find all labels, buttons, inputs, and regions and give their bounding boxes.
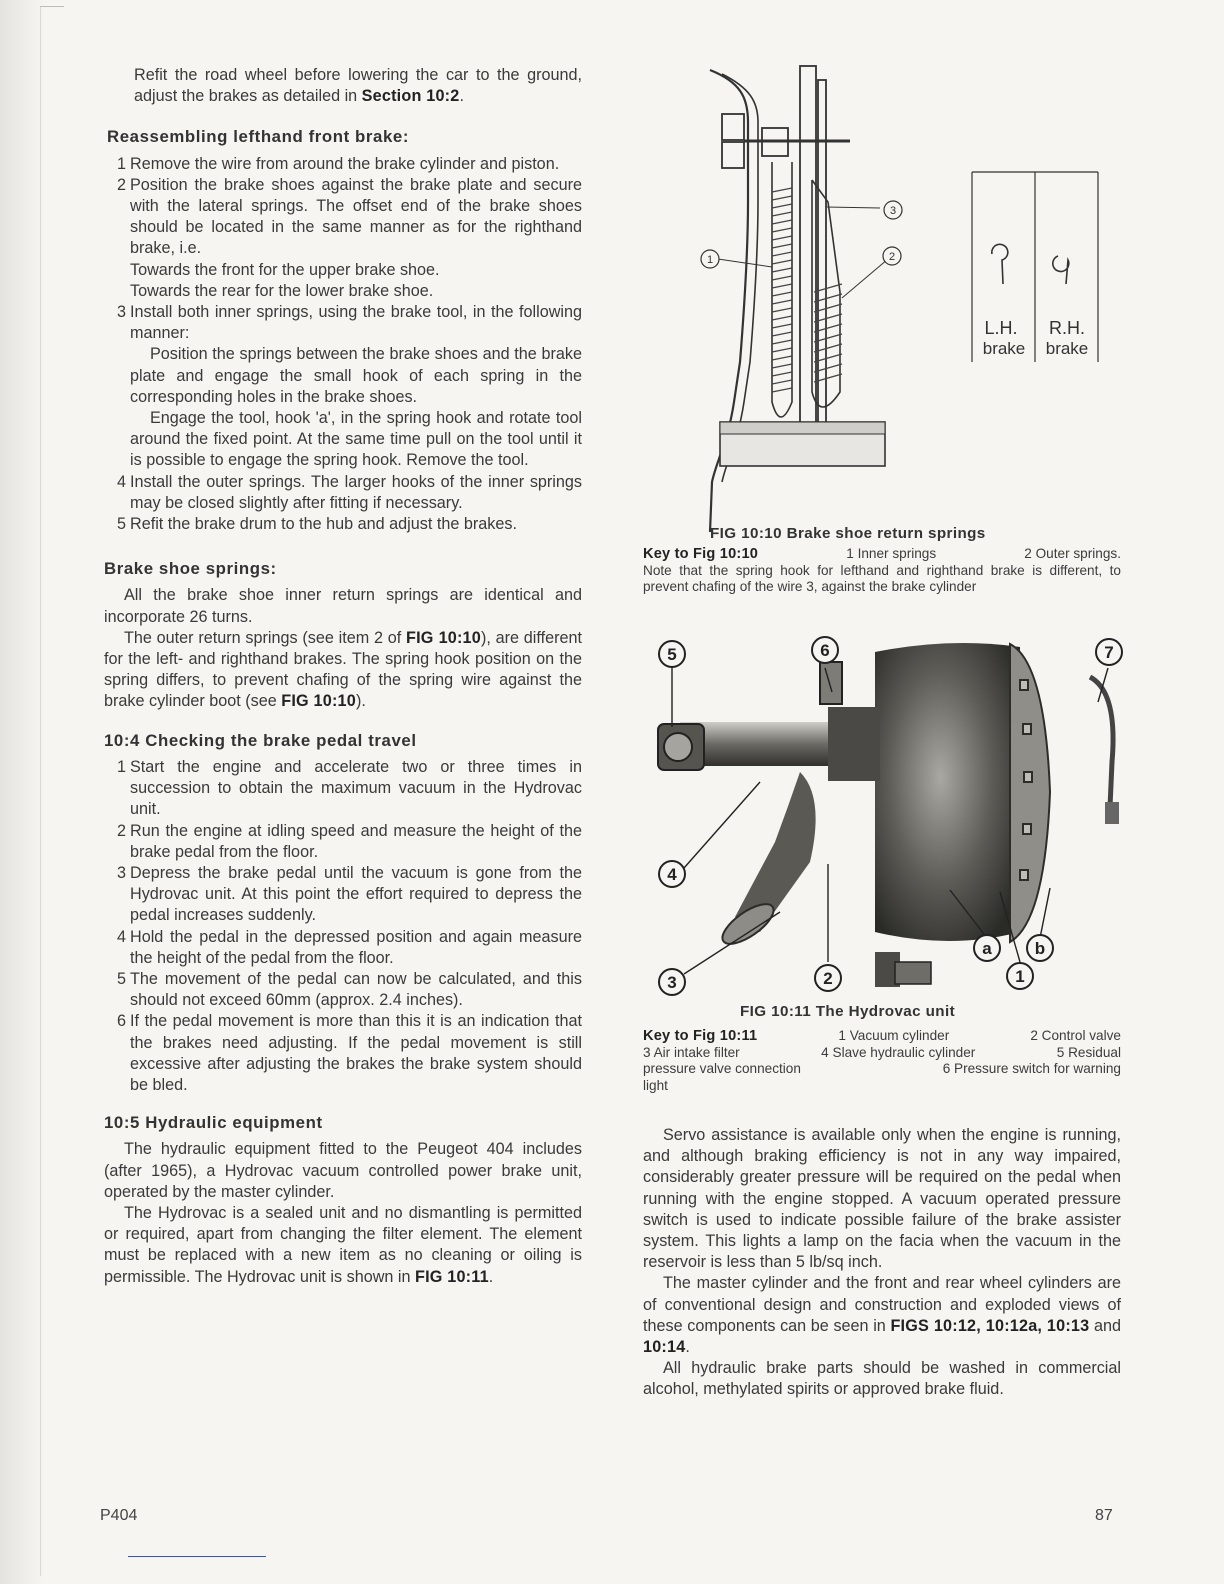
item-number: 4: [117, 927, 127, 946]
hose-clip: [1105, 802, 1119, 824]
list-item: [104, 927, 582, 969]
page-number: 87: [1095, 1507, 1113, 1524]
photo-callout-7: 7: [1104, 643, 1114, 662]
fig11-key-item: light: [643, 1077, 668, 1093]
lh-label: L.H.: [984, 318, 1018, 338]
item-number: 5: [117, 515, 127, 534]
item-text: If the pedal movement is more than this it is an indication that the brakes need adjusting. If the pedal movement is still excessive after adjusting the brakes the brake system should be bled.: [130, 1012, 582, 1094]
heading-reassembling: Reassembling lefthand front brake:: [107, 127, 410, 147]
callout-2-label: 2: [888, 251, 896, 263]
fig10-key: [643, 546, 1121, 596]
text-span: The outer return springs (see item 2 of: [124, 628, 407, 647]
rh-brake-label: brake: [1045, 339, 1089, 358]
figure-ref: FIG 10:10: [281, 692, 356, 711]
lh-rh-inset: [972, 172, 1098, 362]
list-item: [104, 175, 582, 260]
footer-book-code: P404: [100, 1507, 138, 1524]
adjuster-nut-bottom: [722, 142, 744, 168]
brake-plate-inner-outline: [722, 74, 758, 482]
fig11-key-item: 4 Slave hydraulic cylinder: [821, 1044, 976, 1060]
fig11-key-row: [643, 1028, 1121, 1045]
text-span: The Hydrovac is a sealed unit and no dismantling is permitted or required, apart from changing the filter element. The element must be replaced with a new item as no cleaning or oiling is permissible. The Hydrovac unit is shown in: [104, 1203, 582, 1286]
list-item: [104, 757, 582, 821]
reassembly-list-tail: [104, 472, 582, 536]
right-column: [643, 1125, 1121, 1401]
fig11-title: FIG 10:11 The Hydrovac unit: [740, 1003, 956, 1020]
item3-paragraph: Position the springs between the brake shoes and the brake plate and engage the small hook of each spring in the corresponding holes in the brake shoes.: [130, 345, 582, 406]
list-item: [104, 969, 582, 1011]
intro-text: Refit the road wheel before lowering the car to the ground, adjust the brakes as detailed in: [134, 66, 582, 106]
lh-spring-hook-icon: [992, 244, 1008, 284]
text-span: ).: [355, 692, 366, 711]
item2-line-rear: Towards the rear for the lower brake shoe.: [130, 281, 434, 300]
item-number: 2: [117, 821, 127, 840]
item-text: The movement of the pedal can now be calculated, and this should not exceed 60mm (approx. 2.4 inches).: [130, 969, 582, 1010]
springs-paragraph-1: All the brake shoe inner return springs are identical and incorporate 26 turns.: [104, 586, 582, 626]
intro-paragraph: [104, 65, 582, 107]
fig11-key-item: 2 Control valve: [1030, 1028, 1121, 1043]
fig11-key-item: 6 Pressure switch for warning: [942, 1061, 1121, 1076]
photo-callout-b: b: [1034, 939, 1046, 958]
reassembly-list-item3: [104, 302, 582, 344]
item-text: Hold the pedal in the depressed position and again measure the height of the pedal from the floor.: [130, 927, 582, 967]
intro-end: .: [459, 87, 464, 106]
figure-ref: FIG 10:11: [415, 1267, 489, 1286]
list-item: [104, 821, 582, 863]
inner-spring-coils: [772, 188, 792, 392]
item-number: 2: [117, 175, 127, 194]
page-edge-shadow: [0, 0, 44, 1584]
hydraulic-paragraph-2: [104, 1203, 582, 1288]
hydraulic-paragraph-1: The hydraulic equipment fitted to the Peugeot 404 includes (after 1965), a Hydrovac vacuum controlled power brake unit, operated by the master cylinder.: [104, 1140, 582, 1201]
text-span: .: [685, 1338, 690, 1357]
item-number: 5: [117, 969, 127, 988]
cleaning-paragraph: All hydraulic brake parts should be washed in commercial alcohol, methylated spirits or approved brake fluid.: [643, 1359, 1121, 1399]
item-number: 1: [117, 154, 127, 173]
text-span: and: [1089, 1316, 1121, 1335]
item-number: 4: [117, 472, 127, 491]
master-cylinder-paragraph: [643, 1273, 1121, 1358]
top-rule: [40, 6, 64, 7]
shoe-web-right: [818, 80, 826, 456]
hydrovac-unit-photo: [650, 632, 1130, 1000]
item-number: 6: [117, 1012, 127, 1031]
photo-callout-2: 2: [823, 969, 833, 988]
item-text: Position the brake shoes against the brake plate and secure with the lateral springs. The offset end of the brake shoes should be located in the same manner as for the righthand brake, i.e.: [130, 175, 582, 258]
fig11-key-item: 5 Residual: [1056, 1044, 1121, 1060]
adjuster-nut-top: [722, 114, 744, 140]
list-item: [104, 302, 582, 344]
list-item: [104, 1011, 582, 1096]
vacuum-cylinder-drum: [875, 643, 1020, 941]
item-text: Depress the brake pedal until the vacuum is gone from the Hydrovac unit. At this point the effort required to depress the pedal increases suddenly.: [130, 863, 582, 925]
fig10-key-item: 2 Outer springs.: [1024, 546, 1121, 561]
control-valve-body: [828, 707, 880, 781]
fig11-key-row: [643, 1045, 1121, 1062]
text-span: .: [488, 1267, 494, 1286]
fig11-key-item: 1 Vacuum cylinder: [838, 1028, 950, 1043]
figure-ref: 10:14: [643, 1338, 686, 1357]
inner-spring-outline: [772, 162, 792, 417]
item-number: 3: [117, 303, 127, 322]
figure-ref: FIG 10:10: [406, 628, 481, 647]
photo-callout-4: 4: [667, 865, 677, 884]
fig11-key-label: Key to Fig 10:11: [643, 1028, 758, 1044]
pedal-list: [104, 757, 582, 1096]
servo-paragraph: Servo assistance is available only when the engine is running, and although braking efficiency is not in any way impaired, considerably greater pressure will be required on the pedal when running with the engine stopped. A vacuum operated pressure switch is used to indicate possible failure of the brake assister system. This lights a lamp on the facia when the vacuum in the reservoir is less than 5 lb/sq inch.: [643, 1126, 1121, 1272]
item-text: Install both inner springs, using the brake tool, in the following manner:: [130, 303, 582, 343]
cylinder-top-band: [720, 422, 885, 434]
photo-callout-6: 6: [820, 641, 830, 660]
item-number: 1: [117, 757, 127, 776]
text-span: ), are different for the left- and righthand brakes. The spring hook position on the spring differs, to prevent chafing of the spring wire against the brake cylinder boot (see: [104, 628, 582, 711]
item-text: Start the engine and accelerate two or three times in succession to obtain the maximum vacuum in the Hydrovac unit.: [130, 757, 582, 819]
callout-1-label: 1: [706, 254, 714, 266]
rh-label: R.H.: [1049, 318, 1085, 338]
fig10-key-item: 1 Inner springs: [846, 546, 937, 561]
item-number: 3: [117, 863, 127, 882]
heading-pedal-travel: 10:4 Checking the brake pedal travel: [104, 730, 417, 750]
item-text: Refit the brake drum to the hub and adjust the brakes.: [130, 515, 517, 534]
fig10-key-note: Note that the spring hook for lefthand and righthand brake is different, to prevent chafing of the wire 3, against the brake cylinder: [643, 562, 1121, 594]
fig11-key-item: pressure valve connection: [643, 1061, 801, 1076]
fig11-key-item: 3 Air intake filter: [643, 1044, 740, 1060]
photo-callout-5: 5: [667, 645, 677, 664]
fig10-title: FIG 10:10 Brake shoe return springs: [710, 525, 986, 542]
item3-paragraph: Engage the tool, hook 'a', in the spring hook and rotate tool around the fixed point. At the same time pull on the tool until it is possible to engage the spring hook. Remove the tool.: [130, 409, 582, 470]
fig11-key-row: [643, 1061, 1121, 1078]
reassembly-list: [104, 154, 582, 260]
fig11-key: [643, 1028, 1121, 1094]
lh-brake-label: brake: [982, 339, 1026, 358]
left-column: [104, 65, 582, 1288]
photo-callout-a: a: [982, 939, 992, 958]
fig10-key-label: Key to Fig 10:10: [643, 546, 759, 562]
fig10-key-row: [643, 546, 1121, 563]
text-span: The master cylinder and the front and rear wheel cylinders are of conventional design and construction and exploded views of these components can be seen in: [643, 1274, 1121, 1335]
bottom-link-line: [128, 1556, 266, 1557]
list-item: [104, 154, 582, 175]
rh-spring-hook-icon: [1053, 256, 1069, 284]
photo-callout-3: 3: [667, 973, 677, 992]
figure-ref: FIGS 10:12, 10:12a, 10:13: [890, 1316, 1090, 1335]
list-item: [104, 863, 582, 927]
page-edge-line: [40, 6, 41, 1576]
section-ref: Section 10:2: [361, 87, 460, 106]
brake-spring-diagram: [700, 62, 1110, 532]
photo-callout-1: 1: [1015, 967, 1025, 986]
pressure-switch: [820, 662, 842, 704]
heading-hydraulic-equipment: 10:5 Hydraulic equipment: [104, 1113, 323, 1133]
item2-line-front: Towards the front for the upper brake shoe.: [130, 260, 440, 279]
list-item: [104, 514, 582, 535]
item-text: Remove the wire from around the brake cylinder and piston.: [130, 154, 560, 173]
callout-3-label: 3: [889, 205, 897, 217]
item-text: Run the engine at idling speed and measure the height of the brake pedal from the floor.: [130, 821, 582, 861]
heading-brake-shoe-springs: Brake shoe springs:: [104, 559, 277, 579]
springs-paragraph-2: [104, 628, 582, 713]
list-item: [104, 472, 582, 514]
item-text: Install the outer springs. The larger hooks of the inner springs may be closed slightly after fitting if necessary.: [130, 472, 582, 512]
